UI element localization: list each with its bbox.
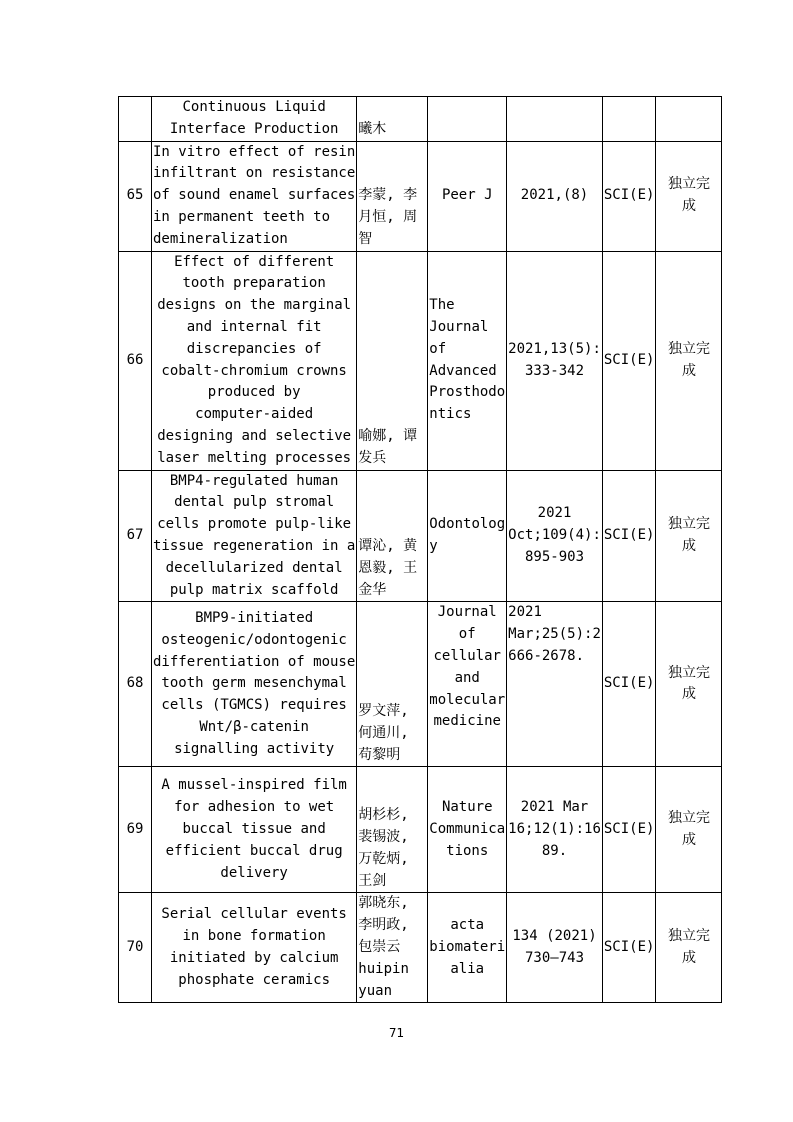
year-volume bbox=[507, 893, 603, 1003]
authors-line: 恩毅, 王 bbox=[358, 559, 418, 576]
year-volume-line: 2021 bbox=[508, 604, 542, 621]
authors-line: 谭沁, 黄 bbox=[358, 537, 418, 554]
index-type: SCI(E) bbox=[602, 767, 656, 893]
paper-title-line: and internal fit bbox=[186, 318, 322, 335]
year-volume-line: 134 (2021) bbox=[512, 928, 597, 945]
authors-line: 金华 bbox=[358, 581, 387, 598]
completion-note-line: 独立完 bbox=[667, 516, 710, 533]
authors-line: 何通川, bbox=[358, 724, 409, 741]
journal-line: acta bbox=[450, 917, 485, 934]
paper-title bbox=[152, 470, 357, 602]
completion-note-line: 成 bbox=[681, 198, 696, 215]
table-row bbox=[119, 602, 722, 767]
paper-title-line: dental pulp stromal bbox=[174, 494, 335, 511]
authors bbox=[357, 97, 428, 142]
journal-line: cellular bbox=[433, 647, 501, 664]
authors bbox=[357, 141, 428, 251]
journal-line: and bbox=[454, 669, 480, 686]
authors-line: 罗文萍, bbox=[358, 702, 409, 719]
journal-line: Odontolog bbox=[429, 516, 506, 533]
paper-title-line: In vitro effect of resin bbox=[153, 143, 356, 160]
paper-title-line: differentiation of mouse bbox=[153, 653, 356, 670]
row-number: 67 bbox=[119, 470, 152, 602]
authors-line: yuan bbox=[358, 982, 393, 999]
index-type: SCI(E) bbox=[602, 141, 656, 251]
row-number: 68 bbox=[119, 602, 152, 767]
completion-note-line: 成 bbox=[681, 537, 696, 554]
authors-line: 发兵 bbox=[358, 449, 387, 466]
publication-table bbox=[118, 96, 722, 1003]
journal-line: ntics bbox=[429, 406, 472, 423]
journal-line: The bbox=[429, 297, 455, 314]
paper-title bbox=[152, 141, 357, 251]
paper-title-line: osteogenic/odontogenic bbox=[161, 631, 347, 648]
completion-note-line: 独立完 bbox=[667, 928, 710, 945]
authors bbox=[357, 602, 428, 767]
paper-title-line: discrepancies of bbox=[186, 340, 322, 357]
year-volume-line: 16;12(1):16 bbox=[508, 820, 601, 837]
authors-line: 裴锡波, bbox=[358, 828, 409, 845]
paper-title-line: phosphate ceramics bbox=[178, 971, 330, 988]
year-volume bbox=[507, 141, 603, 251]
index-type bbox=[602, 97, 656, 142]
paper-title-line: BMP9-initiated bbox=[195, 610, 314, 627]
paper-title-line: infiltrant on resistance bbox=[153, 165, 356, 182]
paper-title-line: Wnt/β-catenin bbox=[199, 719, 309, 736]
paper-title-line: tooth germ mesenchymal bbox=[161, 675, 347, 692]
paper-title-line: tissue regeneration in a bbox=[153, 537, 356, 554]
paper-title bbox=[152, 251, 357, 470]
year-volume bbox=[507, 470, 603, 602]
journal bbox=[428, 602, 507, 767]
year-volume-line: 666-2678. bbox=[508, 647, 585, 664]
journal bbox=[428, 893, 507, 1003]
authors-line: huipin bbox=[358, 960, 409, 977]
journal bbox=[428, 251, 507, 470]
year-volume-line: 333-342 bbox=[525, 362, 585, 379]
paper-title-line: signalling activity bbox=[174, 740, 335, 757]
journal-line: Prosthodo bbox=[429, 384, 506, 401]
authors bbox=[357, 893, 428, 1003]
index-type: SCI(E) bbox=[602, 602, 656, 767]
paper-title-line: in bone formation bbox=[182, 928, 326, 945]
table-row bbox=[119, 251, 722, 470]
journal bbox=[428, 767, 507, 893]
year-volume bbox=[507, 602, 603, 767]
completion-note-line: 成 bbox=[681, 686, 696, 703]
page-number: 71 bbox=[388, 1026, 405, 1040]
journal-line: Nature bbox=[441, 799, 493, 816]
year-volume-line: 89. bbox=[541, 842, 568, 859]
journal-line: Communica bbox=[429, 820, 506, 837]
year-volume bbox=[507, 767, 603, 893]
row-number bbox=[119, 97, 152, 142]
authors-line: 智 bbox=[358, 230, 373, 247]
table-row bbox=[119, 141, 722, 251]
year-volume-line: 730–743 bbox=[525, 949, 585, 966]
year-volume-line: 2021,(8) bbox=[520, 187, 589, 204]
year-volume bbox=[507, 251, 603, 470]
paper-title-line: efficient buccal drug bbox=[165, 842, 343, 859]
year-volume bbox=[507, 97, 603, 142]
journal bbox=[428, 97, 507, 142]
paper-title-line: cells promote pulp-like bbox=[157, 516, 352, 533]
row-number: 70 bbox=[119, 893, 152, 1003]
index-type: SCI(E) bbox=[602, 251, 656, 470]
completion-note bbox=[656, 251, 722, 470]
index-type: SCI(E) bbox=[602, 893, 656, 1003]
authors-line: 李明政, bbox=[358, 917, 409, 934]
completion-note-line: 独立完 bbox=[667, 340, 710, 357]
table-row bbox=[119, 97, 722, 142]
paper-title-line: cells (TGMCS) requires bbox=[161, 697, 347, 714]
journal-line: of bbox=[429, 340, 447, 357]
journal-line: tions bbox=[446, 842, 489, 859]
paper-title-line: designing and selective bbox=[157, 427, 352, 444]
paper-title-line: designs on the marginal bbox=[157, 297, 352, 314]
journal-line: molecular bbox=[429, 691, 506, 708]
paper-title-line: computer-aided bbox=[195, 406, 314, 423]
journal-line: Journal bbox=[437, 604, 497, 621]
paper-title-line: pulp matrix scaffold bbox=[169, 581, 339, 598]
year-volume-line: 895-903 bbox=[525, 548, 585, 565]
completion-note-line: 独立完 bbox=[667, 810, 710, 827]
completion-note-line: 成 bbox=[681, 831, 696, 848]
completion-note-line: 成 bbox=[681, 362, 696, 379]
row-number: 66 bbox=[119, 251, 152, 470]
row-number: 69 bbox=[119, 767, 152, 893]
completion-note-line: 独立完 bbox=[667, 176, 710, 193]
row-number: 65 bbox=[119, 141, 152, 251]
index-type: SCI(E) bbox=[602, 470, 656, 602]
year-volume-line: 2021 Mar bbox=[520, 799, 589, 816]
authors-line: 喻娜, 谭 bbox=[358, 427, 418, 444]
year-volume-line: 2021,13(5): bbox=[508, 340, 601, 357]
authors-line: 万乾炳, bbox=[358, 850, 409, 867]
paper-title-line: for adhesion to wet bbox=[174, 799, 335, 816]
authors bbox=[357, 767, 428, 893]
authors-line: 包崇云 bbox=[358, 938, 401, 955]
paper-title-line: Continuous Liquid bbox=[182, 99, 326, 115]
journal-line: y bbox=[429, 537, 438, 554]
year-volume-line: Oct;109(4): bbox=[508, 527, 601, 544]
journal-line: of bbox=[458, 626, 476, 643]
completion-note bbox=[656, 602, 722, 767]
paper-title bbox=[152, 602, 357, 767]
completion-note-line: 成 bbox=[681, 949, 696, 966]
paper-title-line: laser melting processes bbox=[157, 449, 352, 466]
authors-line: 月恒, 周 bbox=[358, 209, 418, 225]
paper-title-line: demineralization bbox=[153, 230, 288, 247]
paper-title-line: initiated by calcium bbox=[169, 949, 339, 966]
year-volume-line: 2021 bbox=[537, 505, 572, 522]
table-row bbox=[119, 470, 722, 602]
paper-title-line: of sound enamel surfaces bbox=[153, 187, 356, 204]
completion-note bbox=[656, 893, 722, 1003]
paper-title-line: Serial cellular events bbox=[161, 906, 347, 923]
paper-title-line: in permanent teeth to bbox=[153, 208, 331, 225]
journal-line: biomateri bbox=[429, 938, 506, 955]
paper-title bbox=[152, 97, 357, 142]
authors-line: 胡杉杉, bbox=[358, 807, 409, 824]
authors bbox=[357, 251, 428, 470]
paper-title-line: Effect of different bbox=[174, 253, 335, 270]
journal bbox=[428, 141, 507, 251]
paper-title-line: BMP4-regulated human bbox=[169, 472, 339, 489]
year-volume-line: Mar;25(5):2 bbox=[508, 626, 601, 643]
completion-note-line: 独立完 bbox=[667, 664, 710, 681]
completion-note bbox=[656, 470, 722, 602]
journal-line: Advanced bbox=[429, 362, 497, 379]
authors-line: 苟黎明 bbox=[358, 746, 401, 763]
journal bbox=[428, 470, 507, 602]
completion-note bbox=[656, 141, 722, 251]
authors bbox=[357, 470, 428, 602]
authors-line: 郭晓东, bbox=[358, 895, 409, 912]
completion-note bbox=[656, 97, 722, 142]
journal-line: Journal bbox=[429, 318, 489, 335]
paper-title-line: tooth preparation bbox=[182, 275, 326, 292]
paper-title bbox=[152, 893, 357, 1003]
paper-title-line: delivery bbox=[220, 864, 288, 881]
authors-line: 李蒙, 李 bbox=[358, 187, 418, 204]
table-row bbox=[119, 767, 722, 893]
paper-title-line: Interface Production bbox=[169, 120, 339, 137]
paper-title-line: buccal tissue and bbox=[182, 820, 326, 837]
completion-note bbox=[656, 767, 722, 893]
journal-line: Peer J bbox=[441, 187, 493, 204]
authors-line: 王剑 bbox=[358, 872, 387, 889]
paper-title-line: decellularized dental bbox=[165, 559, 343, 576]
paper-title-line: A mussel-inspired film bbox=[161, 777, 347, 794]
table-row bbox=[119, 893, 722, 1003]
authors-line: 曦木 bbox=[358, 120, 387, 137]
journal-line: alia bbox=[450, 960, 485, 977]
paper-title bbox=[152, 767, 357, 893]
journal-line: medicine bbox=[433, 713, 501, 730]
paper-title-line: produced by bbox=[207, 384, 301, 401]
paper-title-line: cobalt-chromium crowns bbox=[161, 362, 347, 379]
